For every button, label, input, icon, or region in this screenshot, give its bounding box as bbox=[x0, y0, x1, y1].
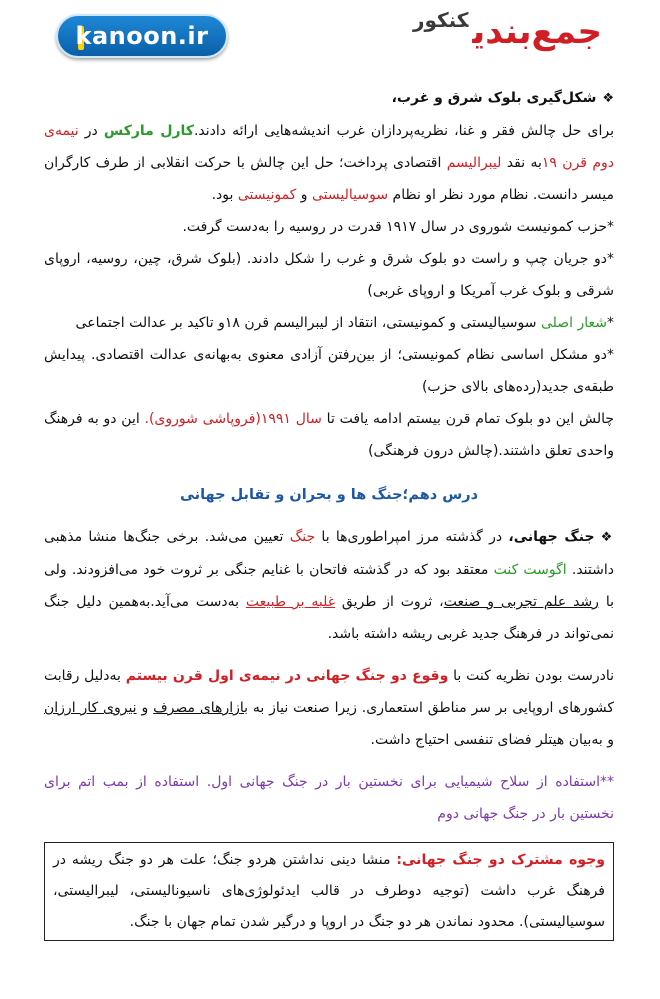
lesson-title: درس دهم؛جنگ ها و بحران و تقابل جهانی bbox=[179, 487, 479, 503]
kanoon-logo[interactable] bbox=[56, 14, 228, 58]
document-body bbox=[44, 82, 614, 941]
text: و bbox=[300, 187, 308, 203]
section1-paragraph bbox=[44, 115, 614, 211]
section1-heading bbox=[44, 82, 614, 115]
comte-name: اگوست کنت bbox=[493, 562, 567, 578]
point-soviet-party: *حزب کمونیست شوروی در سال ۱۹۱۷ قدرت در روسیه را به‌دست گرفت. bbox=[182, 219, 614, 235]
weapons-note: **استفاده از سلاح شیمیایی برای نخستین بار در جنگ جهانی اول. استفاده از بمب اتم برای نخستین بار در جنگ جهانی دوم bbox=[44, 774, 614, 822]
slogan-label: شعار اصلی bbox=[540, 315, 607, 331]
marx-name: کارل مارکس bbox=[103, 123, 194, 139]
text: ، ثروت از طریق bbox=[341, 594, 444, 610]
section3-paragraph bbox=[44, 660, 614, 756]
common-aspects-box bbox=[44, 842, 614, 941]
text: در گذشته مرز امپراطوری‌ها با bbox=[321, 529, 503, 545]
brand-sub: کنکور bbox=[412, 8, 469, 32]
war-highlight: جنگ bbox=[289, 529, 316, 545]
text: معتقد بود که در گذشته فاتحان با غنایم جنگی بر ثروت خود می‌افزودند. ولی با bbox=[44, 562, 614, 610]
year-highlight: سال ۱۹۹۱(فروپاشی شوروی). bbox=[144, 411, 322, 427]
text: در bbox=[84, 123, 98, 139]
socialist-highlight: سوسیالیستی bbox=[312, 187, 389, 203]
text: تعیین می‌شد. برخی جنگ‌ها منشا مذهبی داشتند. bbox=[44, 529, 614, 578]
time-highlight: نیمه‌ی دوم قرن ۱۹ bbox=[44, 123, 615, 171]
text: به‌دست می‌آید.به‌همین دلیل جنگ نمی‌تواند در فرهنگ جدید غربی ریشه داشته باشد. bbox=[44, 594, 614, 642]
text: نادرست بودن نظریه کنت با bbox=[453, 668, 615, 684]
labor-underlined: نیروی کار ارزان bbox=[44, 700, 137, 716]
section1-title: شکل‌گیری بلوک شرق و غرب، bbox=[391, 90, 597, 106]
point-communism-problems: *دو مشکل اساسی نظام کمونیستی؛ از بین‌رفتن آزادی معنوی به‌بهانه‌ی عدالت اقتصادی. پیدایش طبقه‌ی جدید(رده‌های بالای حزب) bbox=[44, 347, 614, 395]
logo-text: kanoon.ir bbox=[75, 22, 209, 50]
diamond-bullet-icon: ❖ bbox=[600, 530, 615, 545]
text: چالش این دو بلوک تمام قرن بیستم ادامه یافت تا bbox=[326, 411, 614, 427]
text: این دو به فرهنگ واحدی تعلق داشتند.(چالش درون فرهنگی) bbox=[44, 411, 614, 459]
point-two-blocs: *دو جریان چپ و راست دو بلوک شرق و غرب را شکل دادند. (بلوک شرق، چین، روسیه، اروپای شرقی و بلوک غرب آمریکا و اروپای غربی) bbox=[44, 251, 614, 299]
liberalism-highlight: لیبرالیسم bbox=[446, 155, 502, 171]
page-header bbox=[0, 0, 660, 80]
text: و به‌بیان هیتلر فضای تنفسی احتیاج داشت. bbox=[370, 732, 614, 748]
brand-title bbox=[412, 8, 602, 52]
box-label: وجوه مشترک دو جنگ جهانی: bbox=[396, 852, 606, 868]
brand-main: جمع‌بندی bbox=[472, 12, 602, 52]
diamond-bullet-icon: ❖ bbox=[602, 91, 614, 106]
section2-paragraph bbox=[44, 521, 614, 650]
text: به نقد bbox=[506, 155, 542, 171]
star: * bbox=[607, 315, 614, 331]
world-wars-highlight: وقوع دو جنگ جهانی در نیمه‌ی اول قرن بیستم bbox=[125, 668, 449, 684]
communist-highlight: کمونیستی bbox=[237, 187, 297, 203]
section2-title: جنگ جهانی، bbox=[508, 529, 595, 545]
dominance-highlight: غلبه بر طبیعت bbox=[245, 594, 336, 610]
markets-underlined: بازارهای مصرف bbox=[153, 700, 249, 716]
science-growth: رشد علم تجربی و صنعت bbox=[443, 594, 599, 610]
text: و bbox=[141, 700, 149, 716]
box-text: منشا دینی نداشتن هردو جنگ؛ علت هر دو جنگ ریشه در فرهنگ غرب داشت (توجیه دوطرف در قالب ایدئولوژی‌های ناسیونالیستی، لیبرالیستی، سوسیالیستی). محدود نماندن هر دو جنگ در اروپا و درگیر شدن تمام جهان با جنگ. bbox=[53, 852, 605, 930]
text: اقتصادی پرداخت؛ حل این چالش با حرکت انقلابی از طرف کارگران میسر دانست. نظام مورد نظر او نظام bbox=[44, 155, 614, 203]
point-main-slogan bbox=[44, 307, 614, 339]
text: به‌دلیل رقابت کشورهای اروپایی بر سر مناطق استعماری. زیرا صنعت نیاز به bbox=[44, 668, 615, 716]
text: سوسیالیستی و کمونیستی، انتقاد از لیبرالیسم قرن ۱۸و تاکید بر عدالت اجتماعی bbox=[75, 315, 537, 331]
text: بود. bbox=[211, 187, 234, 203]
point-bloc-conflict bbox=[44, 403, 614, 467]
text: برای حل چالش فقر و غنا، نظریه‌پردازان غرب اندیشه‌هایی ارائه دادند. bbox=[193, 123, 615, 139]
